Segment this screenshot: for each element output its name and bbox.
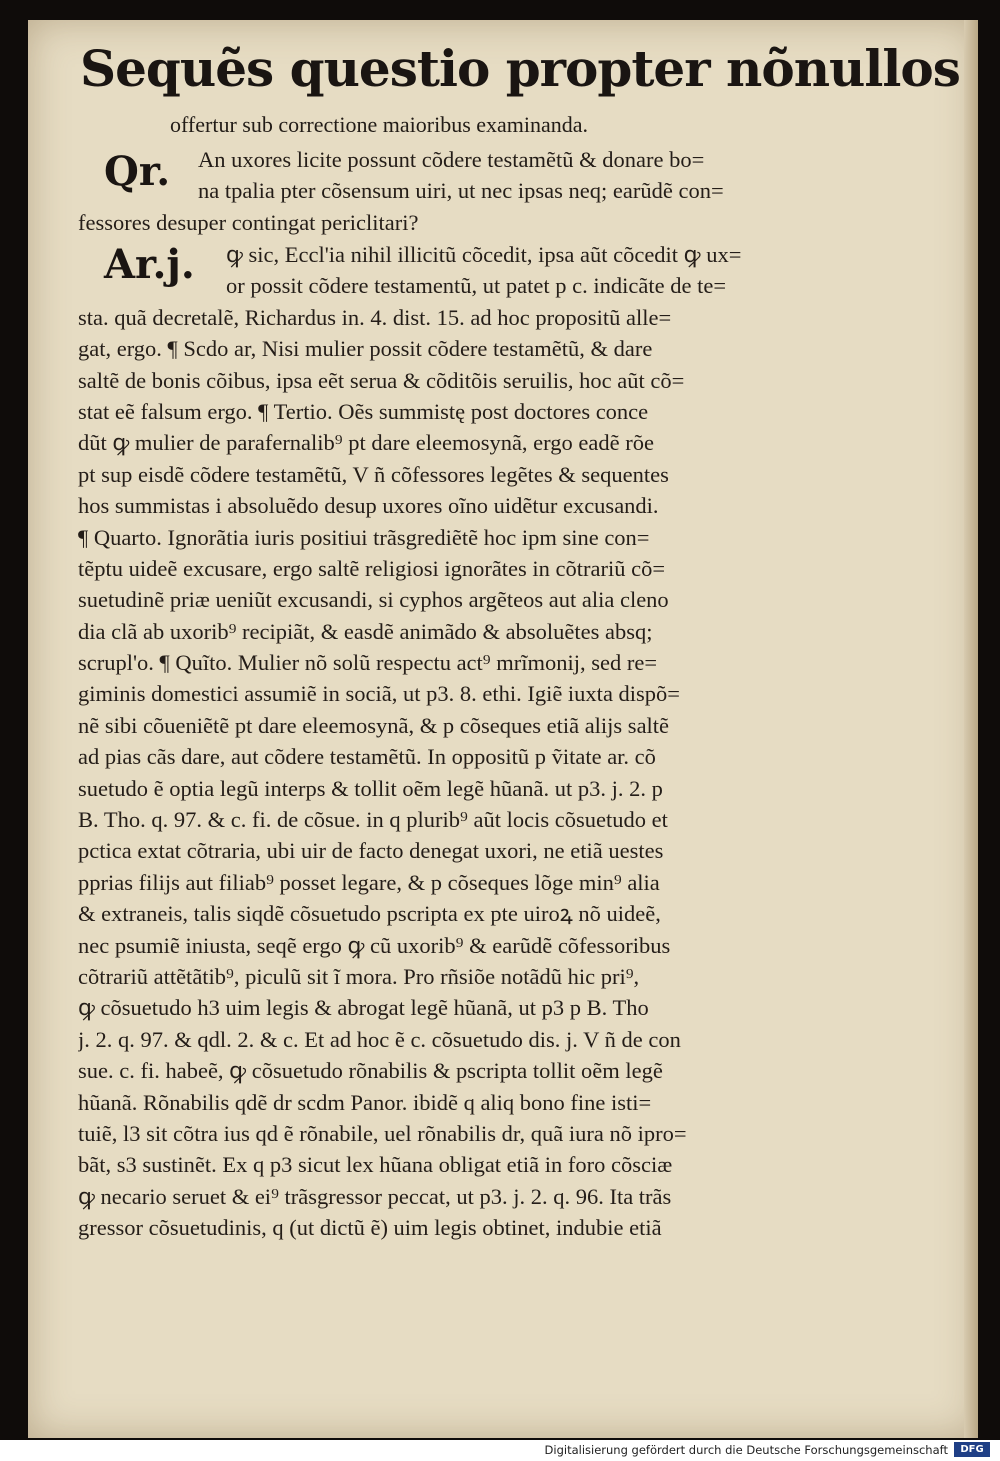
text-line: scrupl'o. ¶ Quĩto. Mulier nõ solũ respectu act⁹ mrĩmonij, sed re= bbox=[78, 650, 658, 676]
dfg-logo: DFG bbox=[954, 1442, 990, 1457]
section-subheading: offertur sub correctione maioribus examinanda. bbox=[170, 112, 589, 137]
text-line: cõtrariũ attẽtãtib⁹, piculũ sit ĩ mora. Pro rñsiõe notãdũ hic pri⁹, bbox=[78, 963, 640, 989]
text-line: sue. c. fi. habeẽ, ꝙ cõsuetudo rõnabilis & pscripta tollit oẽm legẽ bbox=[78, 1058, 663, 1084]
text-line: ꝙ cõsuetudo h3 uim legis & abrogat legẽ hũanã, ut p3 p B. Tho bbox=[78, 995, 649, 1021]
question-text bbox=[78, 144, 858, 238]
text-line: saltẽ de bonis cõibus, ipsa eẽt serua & cõditõis seruilis, hoc aũt cõ= bbox=[78, 367, 685, 393]
argument-text bbox=[78, 239, 858, 1244]
text-line: ꝙ sic, Eccl'ia nihil illicitũ cõcedit, ipsa aũt cõcedit ꝙ ux= bbox=[226, 242, 742, 267]
text-line: nẽ sibi cõueniẽtẽ pt dare eleemosynã, & p cõseques etiã alijs saltẽ bbox=[78, 712, 670, 738]
text-line: suetudinẽ priæ ueniũt excusandi, si cyphos argẽteos aut alia cleno bbox=[78, 587, 669, 613]
text-line: ¶ Quarto. Ignorãtia iuris positiui trãsgrediẽtẽ hoc ipm sine con= bbox=[78, 524, 650, 550]
text-line: ad pias cãs dare, aut cõdere testamẽtũ. In oppositũ p ṽitate ar. cõ bbox=[78, 744, 656, 770]
text-line: tuiẽ, l3 sit cõtra ius qd ẽ rõnabile, uel rõnabilis dr, quã iura nõ ipro= bbox=[78, 1120, 687, 1146]
text-line: sta. quã decretalẽ, Richardus in. 4. dist. 15. ad hoc propositũ alle= bbox=[78, 304, 672, 330]
footer-bar bbox=[0, 1440, 1000, 1461]
text-line: An uxores licite possunt cõdere testamẽtũ & donare bo= bbox=[198, 147, 705, 172]
text-line: hũanã. Rõnabilis qdẽ dr scdm Panor. ibidẽ q aliq bono fine isti= bbox=[78, 1089, 652, 1115]
text-line: giminis domestici assumiẽ in sociã, ut p3. 8. ethi. Igiẽ iuxta dispõ= bbox=[78, 681, 680, 707]
text-line: ꝙ necario seruet & ei⁹ trãsgressor peccat, ut p3. j. 2. q. 96. Ita trãs bbox=[78, 1183, 672, 1209]
text-line: pt sup eisdẽ cõdere testamẽtũ, V ñ cõfessores legẽtes & sequentes bbox=[78, 461, 669, 487]
text-line: gat, ergo. ¶ Scdo ar, Nisi mulier possit cõdere testamẽtũ, & dare bbox=[78, 336, 653, 362]
text-line: bãt, s3 sustinẽt. Ex q p3 sicut lex hũana obligat etiã in foro cõsciæ bbox=[78, 1152, 673, 1178]
text-line: fessores desuper contingat periclitari? bbox=[78, 209, 419, 235]
text-line: nec psumiẽ iniusta, seqẽ ergo ꝙ cũ uxorib⁹ & earũdẽ cõfessoribus bbox=[78, 932, 671, 958]
text-line: na tpalia pter cõsensum uiri, ut nec ipsas neq; earũdẽ con= bbox=[198, 178, 724, 204]
section-heading: Sequẽs questio propter nõnullos bbox=[80, 39, 960, 98]
text-line: suetudo ẽ optia legũ interps & tollit oẽm legẽ hũanã. ut p3. j. 2. p bbox=[78, 775, 663, 801]
text-line: tẽptu uideẽ excusare, ergo saltẽ religiosi ignorãtes in cõtrariũ cõ= bbox=[78, 555, 666, 581]
page-edge bbox=[964, 20, 978, 1438]
text-line: pprias filijs aut filiab⁹ posset legare, & p cõseques lõge min⁹ alia bbox=[78, 869, 660, 895]
text-line: gressor cõsuetudinis, q (ut dictũ ẽ) uim legis obtinet, indubie etiã bbox=[78, 1215, 662, 1241]
text-line: dia clã ab uxorib⁹ recipiãt, & easdẽ animãdo & absoluẽtes absq; bbox=[78, 618, 653, 644]
argument-initial: Ar.j. bbox=[104, 241, 195, 288]
text-line: hos summistas i absoluẽdo desup uxores oĩno uidẽtur excusandi. bbox=[78, 493, 659, 519]
text-line: dũt ꝙ mulier de parafernalib⁹ pt dare eleemosynã, ergo eadẽ rõe bbox=[78, 430, 654, 456]
text-line: pctica extat cõtraria, ubi uir de facto denegat uxori, ne etiã uestes bbox=[78, 838, 664, 864]
digitization-credit: Digitalisierung gefördert durch die Deutsche Forschungsgemeinschaft bbox=[544, 1443, 948, 1457]
text-line: & extraneis, talis siqdẽ cõsuetudo pscripta ex pte uiroꝝ nõ uideẽ, bbox=[78, 901, 661, 927]
text-line: j. 2. q. 97. & qdl. 2. & c. Et ad hoc ẽ c. cõsuetudo dis. j. V ñ de con bbox=[78, 1026, 681, 1052]
question-initial: Qr. bbox=[104, 148, 171, 195]
text-line: or possit cõdere testamentũ, ut patet p c. indicãte de te= bbox=[226, 273, 727, 299]
text-line: B. Tho. q. 97. & c. fi. de cõsue. in q plurib⁹ aũt locis cõsuetudo et bbox=[78, 807, 668, 833]
text-line: stat eẽ falsum ergo. ¶ Tertio. Oẽs summistę post doctores conce bbox=[78, 398, 649, 424]
